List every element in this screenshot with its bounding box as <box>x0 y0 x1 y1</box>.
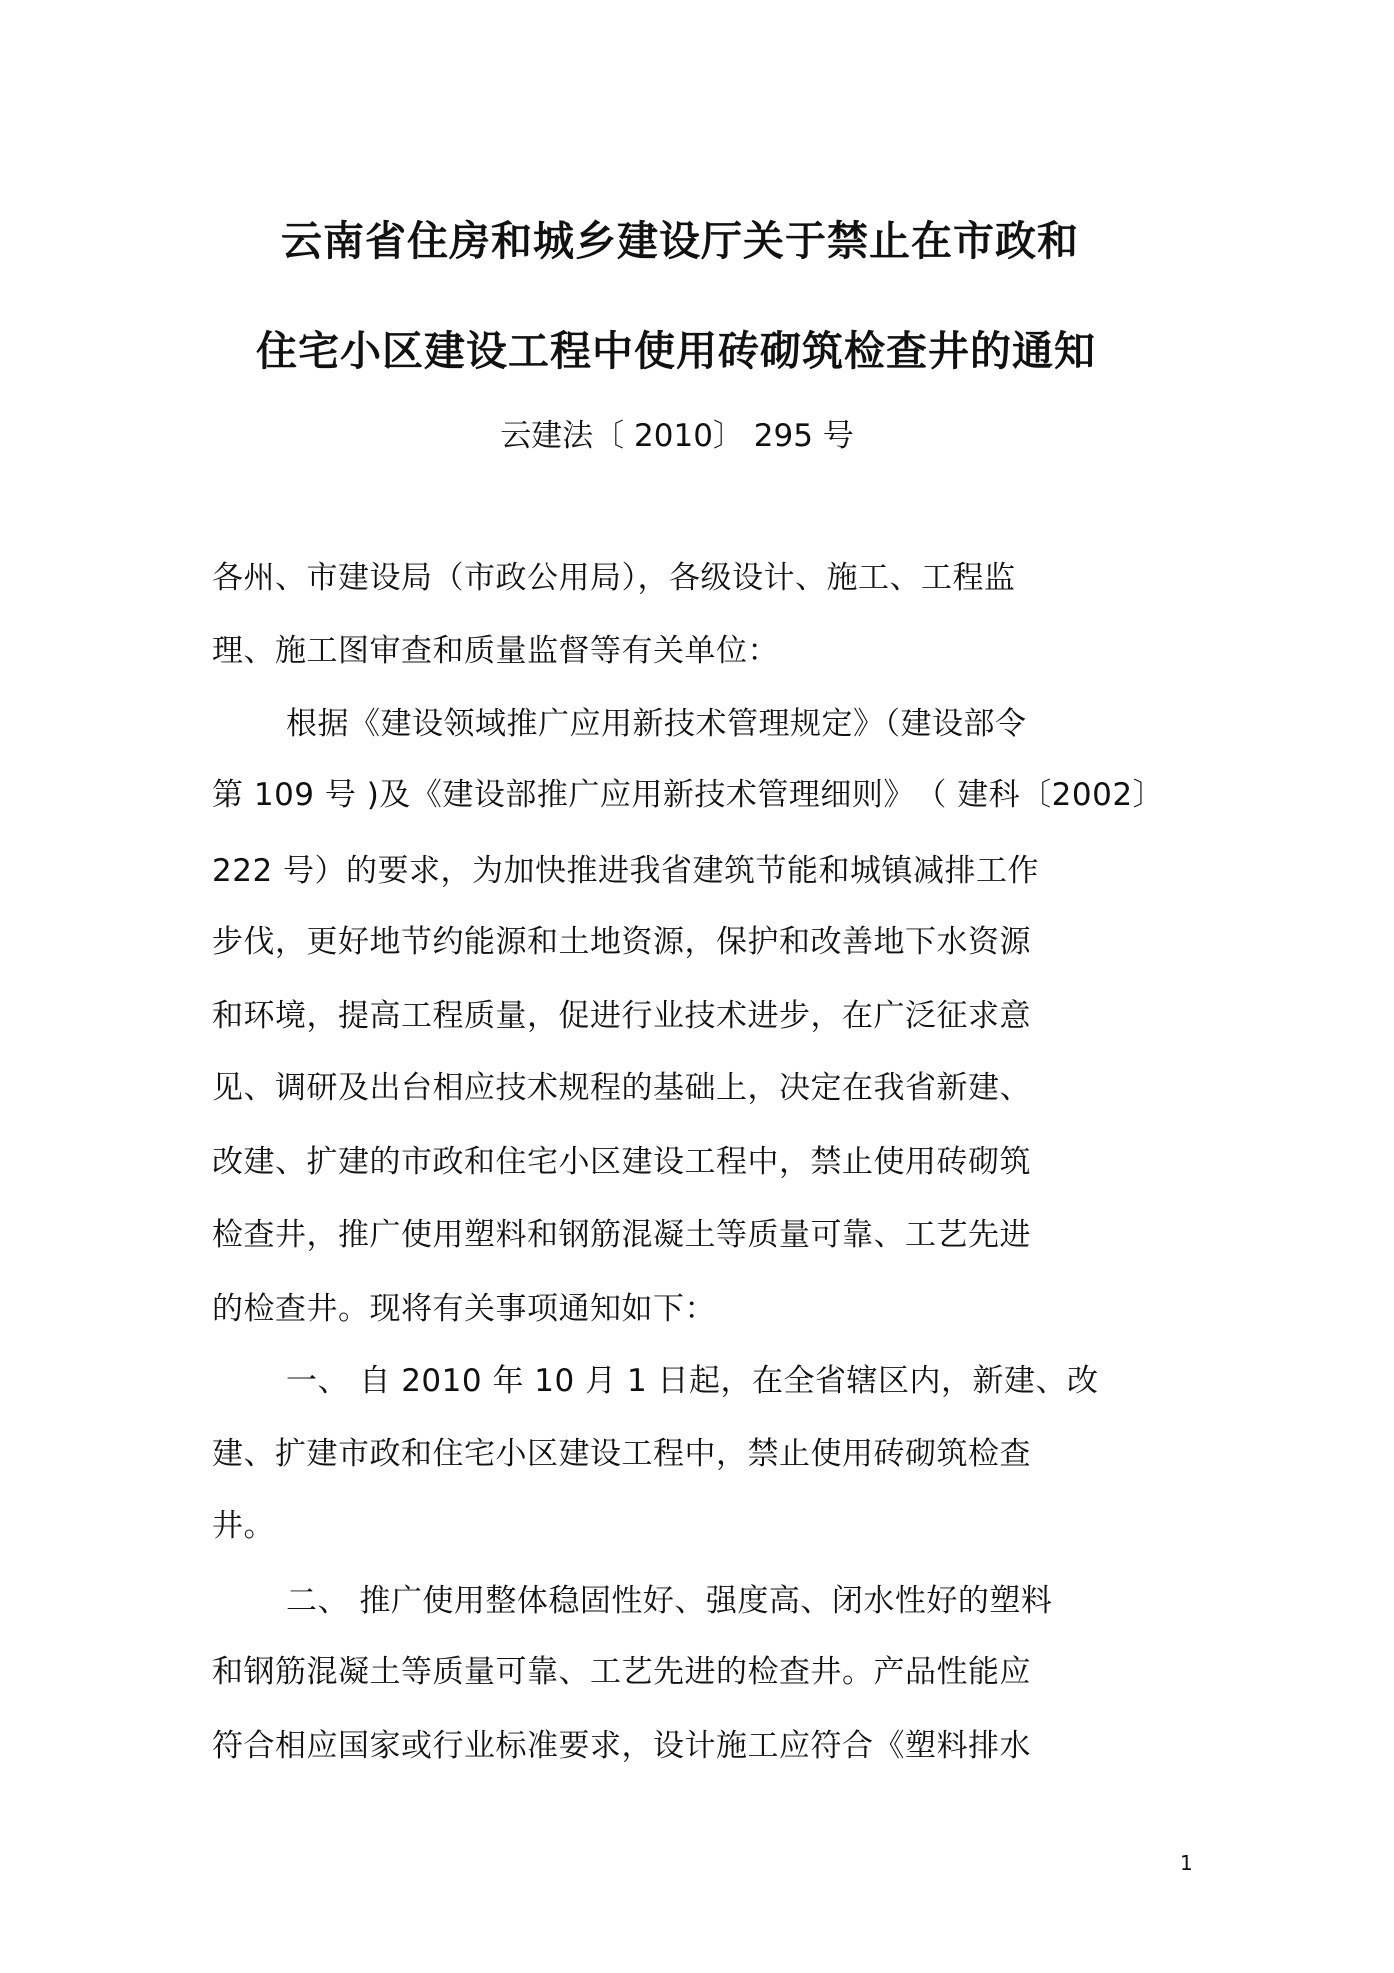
body-line: 见、调研及出台相应技术规程的基础上，决定在我省新建、 <box>212 1070 1031 1106</box>
title-line-2: 住宅小区建设工程中使用砖砌筑检查井的通知 <box>256 327 1096 375</box>
body-line: 改建、扩建的市政和住宅小区建设工程中，禁止使用砖砌筑 <box>212 1144 1031 1180</box>
body-line: 一、 自 2010 年 10 月 1 日起，在全省辖区内，新建、改 <box>286 1363 1099 1399</box>
body-line: 的检查井。现将有关事项通知如下： <box>212 1291 716 1327</box>
body-line: 和环境，提高工程质量，促进行业技术进步，在广泛征求意 <box>212 998 1031 1034</box>
document-number: 云建法〔 2010〕 295 号 <box>500 418 854 454</box>
title-line-1: 云南省住房和城乡建设厅关于禁止在市政和 <box>281 217 1079 265</box>
body-line: 222 号）的要求，为加快推进我省建筑节能和城镇减排工作 <box>212 853 1040 889</box>
body-line: 和钢筋混凝土等质量可靠、工艺先进的检查井。产品性能应 <box>212 1654 1031 1690</box>
body-line: 根据《建设领域推广应用新技术管理规定》（建设部令 <box>286 706 1027 742</box>
body-line: 井。 <box>212 1508 275 1544</box>
body-line: 理、施工图审查和质量监督等有关单位： <box>212 633 779 669</box>
body-line: 第 109 号 )及《建设部推广应用新技术管理细则》 （ 建科〔2002〕 <box>212 777 1165 813</box>
body-line: 符合相应国家或行业标准要求，设计施工应符合《塑料排水 <box>212 1728 1031 1764</box>
body-line: 步伐，更好地节约能源和土地资源，保护和改善地下水资源 <box>212 924 1031 960</box>
body-line: 建、扩建市政和住宅小区建设工程中，禁止使用砖砌筑检查 <box>212 1436 1031 1472</box>
body-line: 各州、市建设局（市政公用局），各级设计、施工、工程监 <box>212 560 1016 596</box>
body-line: 检查井，推广使用塑料和钢筋混凝土等质量可靠、工艺先进 <box>212 1217 1031 1253</box>
body-line: 二、 推广使用整体稳固性好、强度高、闭水性好的塑料 <box>286 1583 1053 1619</box>
page-number: 1 <box>1180 1851 1193 1875</box>
